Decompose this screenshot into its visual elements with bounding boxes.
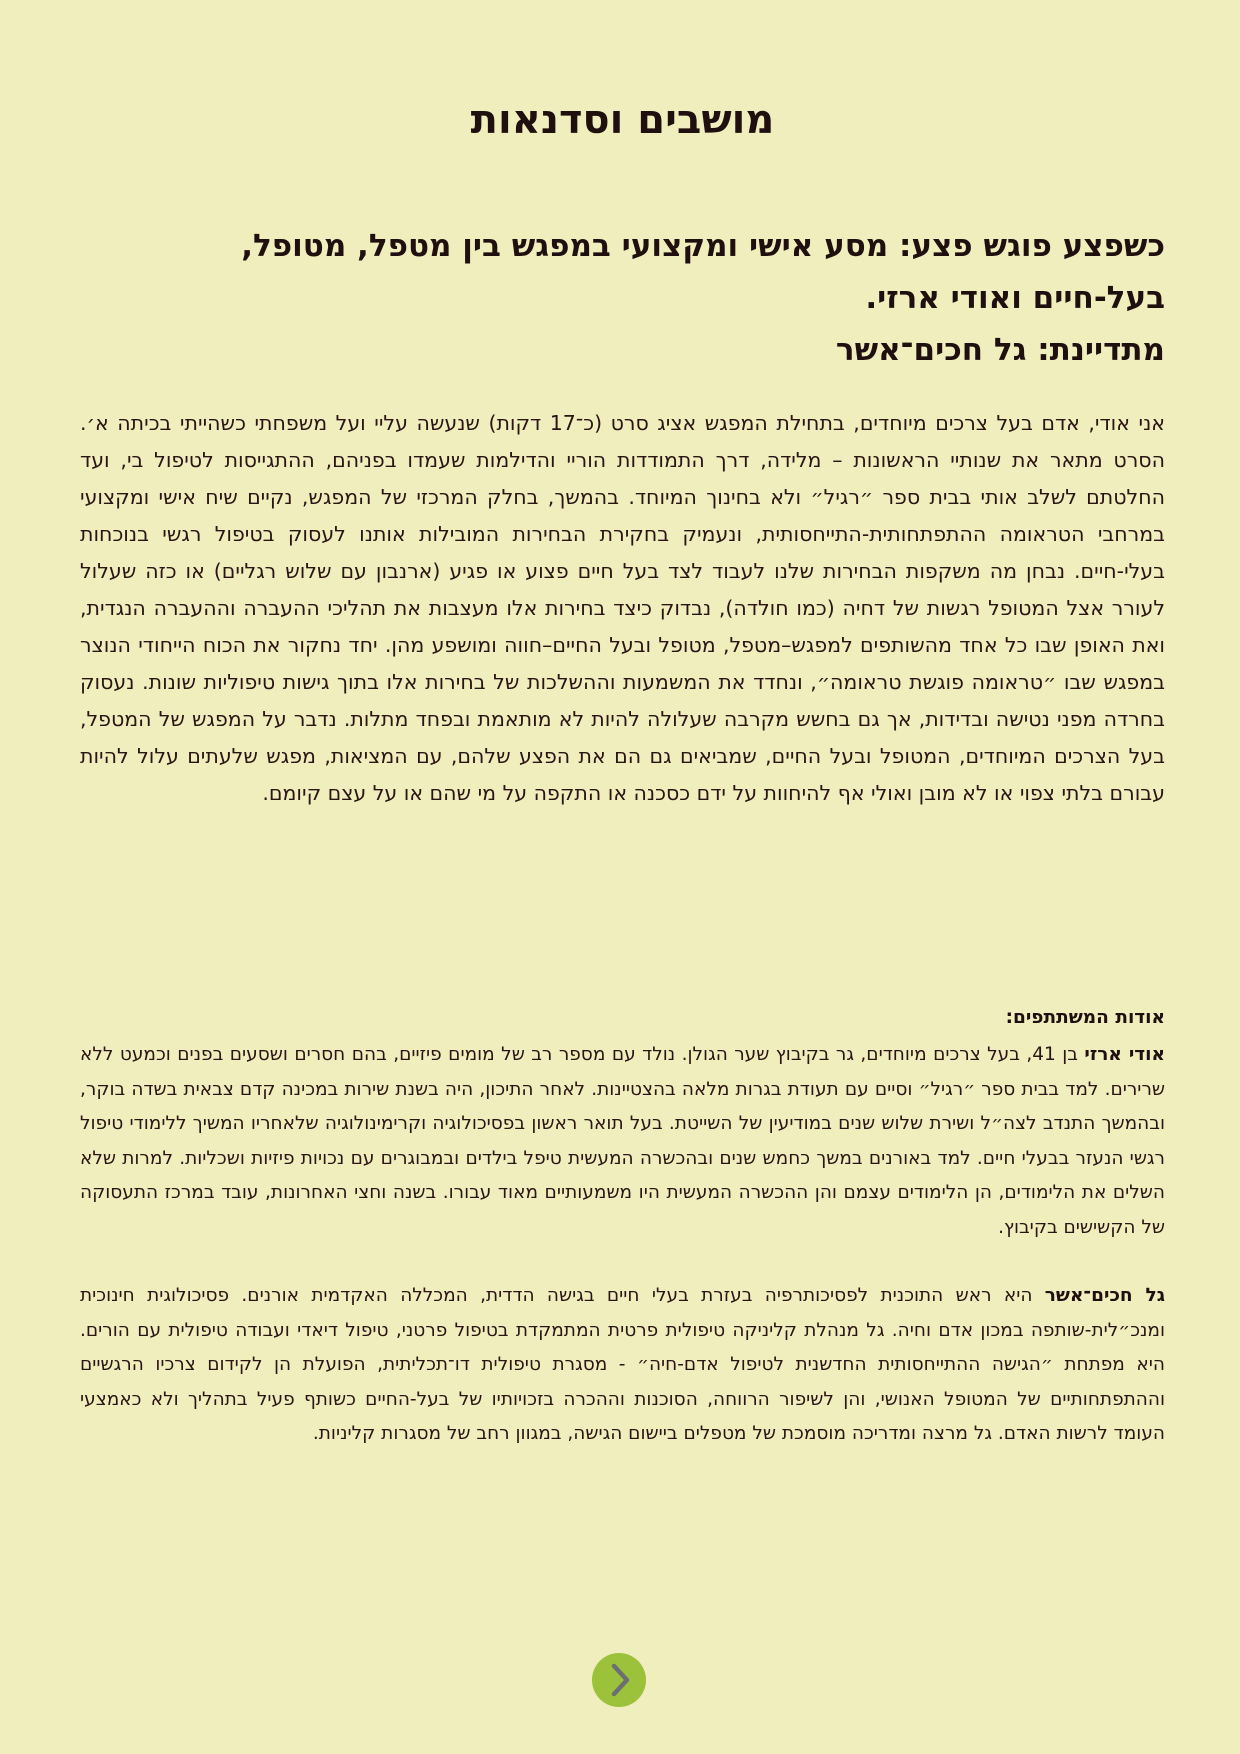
about-participants-heading: אודות המשתתפים: — [1005, 1007, 1165, 1028]
participant-bio-text: היא ראש התוכנית לפסיכותרפיה בעזרת בעלי חיים בגישה הדדית, המכללה האקדמית אורנים. פסיכולוגית חינוכית ומנכ״לית-שותפה במכון אדם וחיה. גל מנהלת קליניקה טיפולית פרטית המתמקדת בטיפול פרטני, טיפול דיאדי ועבודה טיפולית עם הורים. היא מפתחת ״הגישה ההתייחסותית החדשנית לטיפול אדם-חיה״ - מסגרת טיפולית דו־תכליתית, הפועלת הן לקידום צרכיו הרגשיים וההתפתחותיים של המטופל האנושי, והן לשיפור הרווחה, הסוכנות וההכרה בזכויותיו של בעל-החיים כשותף פעיל בתהליך ולא כאמצעי העומד לרשות האדם. גל מרצה ומדריכה מוסמכת של מטפלים ביישום הגישה, במגוון רחב של מסגרות קליניות. — [80, 1285, 1165, 1444]
participant-bio — [80, 1038, 1165, 1245]
section-title: מושבים וסדנאות — [470, 97, 775, 143]
abstract-paragraph: אני אודי, אדם בעל צרכים מיוחדים, בתחילת המפגש אציג סרט (כ־17 דקות) שנעשה עליי ועל משפחתי כשהייתי בכיתה א׳. הסרט מתאר את שנותיי הראשונות – מלידה, דרך התמודדות הוריי והדילמות שעמדו בפניהם, ההתגייסות לטיפול בי, ועד החלטתם לשלב אותי בבית ספר ״רגיל״ ולא בחינוך המיוחד. בהמשך, בחלק המרכזי של המפגש, נקיים שיח אישי ומקצועי במרחבי הטראומה ההתפתחותית-התייחסותית, ונעמיק בחקירת הבחירות המובילות אותנו לעסוק בטיפול רגשי בנוכחות בעלי-חיים. נבחן מה משקפות הבחירות שלנו לעבוד לצד בעל חיים פצוע או פגיע (ארנבון עם שלוש רגליים) או כזה שעלול לעורר אצל המטופל רגשות של דחיה (כמו חולדה), נבדוק כיצד בחירות אלו מעצבות את תהליכי ההעברה וההעברה הנגדית, ואת האופן שבו כל אחד מהשותפים למפגש–מטפל, מטופל ובעל החיים–חווה ומושפע מהן. יחד נחקור את הכוח הייחודי הנוצר במפגש שבו ״טראומה פוגשת טראומה״, ונחדד את המשמעות וההשלכות של בחירות אלו בתוך גישות טיפוליות שונות. נעסוק בחרדה מפני נטישה ובדידות, אך גם בחשש מקרבה שעלולה להיות לא מותאמת ובפחד מתלות. נדבר על המפגש של המטפל, בעל הצרכים המיוחדים, המטופל ובעל החיים, שמביאים גם הם את הפצע שלהם, עם המציאות, מפגש שלעתים עלול להיות עבורם בלתי צפוי או לא מובן ואולי אף להיחוות על ידם כסכנה או התקפה על מי שהם או על עצם קיומם. — [80, 411, 1165, 805]
participant-bio — [80, 1279, 1165, 1452]
next-page-button[interactable] — [592, 1653, 646, 1707]
about-participants-section — [80, 1000, 1165, 1452]
participant-name: אודי ארזי — [1084, 1044, 1165, 1065]
moderator-line: מתדיינת: גל חכים־אשר — [835, 332, 1165, 368]
talk-title-line-2: בעל-חיים ואודי ארזי. — [865, 280, 1165, 316]
chevron-right-icon — [592, 1653, 646, 1707]
talk-title — [80, 220, 1165, 376]
talk-title-line-1: כשפצע פוגש פצע: מסע אישי ומקצועי במפגש בין מטפל, מטופל, — [241, 228, 1165, 264]
participant-name: גל חכים־אשר — [1044, 1285, 1165, 1306]
participant-bio-text: בן 41, בעל צרכים מיוחדים, גר בקיבוץ שער הגולן. נולד עם מספר רב של מומים פיזיים, בהם חסרים ושסעים בפנים וכמעט ללא שרירים. למד בבית ספר ״רגיל״ וסיים עם תעודת בגרות מלאה בהצטיינות. לאחר התיכון, היה בשנת שירות במכינה קדם צבאית בשדה בוקר, ובהמשך התנדב לצה״ל ושירת שלוש שנים במודיעין של השייטת. בעל תואר ראשון בפסיכולוגיה וקרימינולוגיה שלאחריו המשיך ללימודי טיפול רגשי הנעזר בבעלי חיים. למד באורנים במשך כחמש שנים ובהכשרה המעשית טיפל בילדים ובמבוגרים עם נכויות פיזיות ושכליות. למרות שלא השלים את הלימודים, הן הלימודים עצמם והן ההכשרה המעשית היו משמעותיים מאוד עבורו. בשנה וחצי האחרונות, עובד במרכז התעסוקה של הקשישים בקיבוץ. — [80, 1044, 1165, 1238]
page — [80, 0, 1165, 1754]
